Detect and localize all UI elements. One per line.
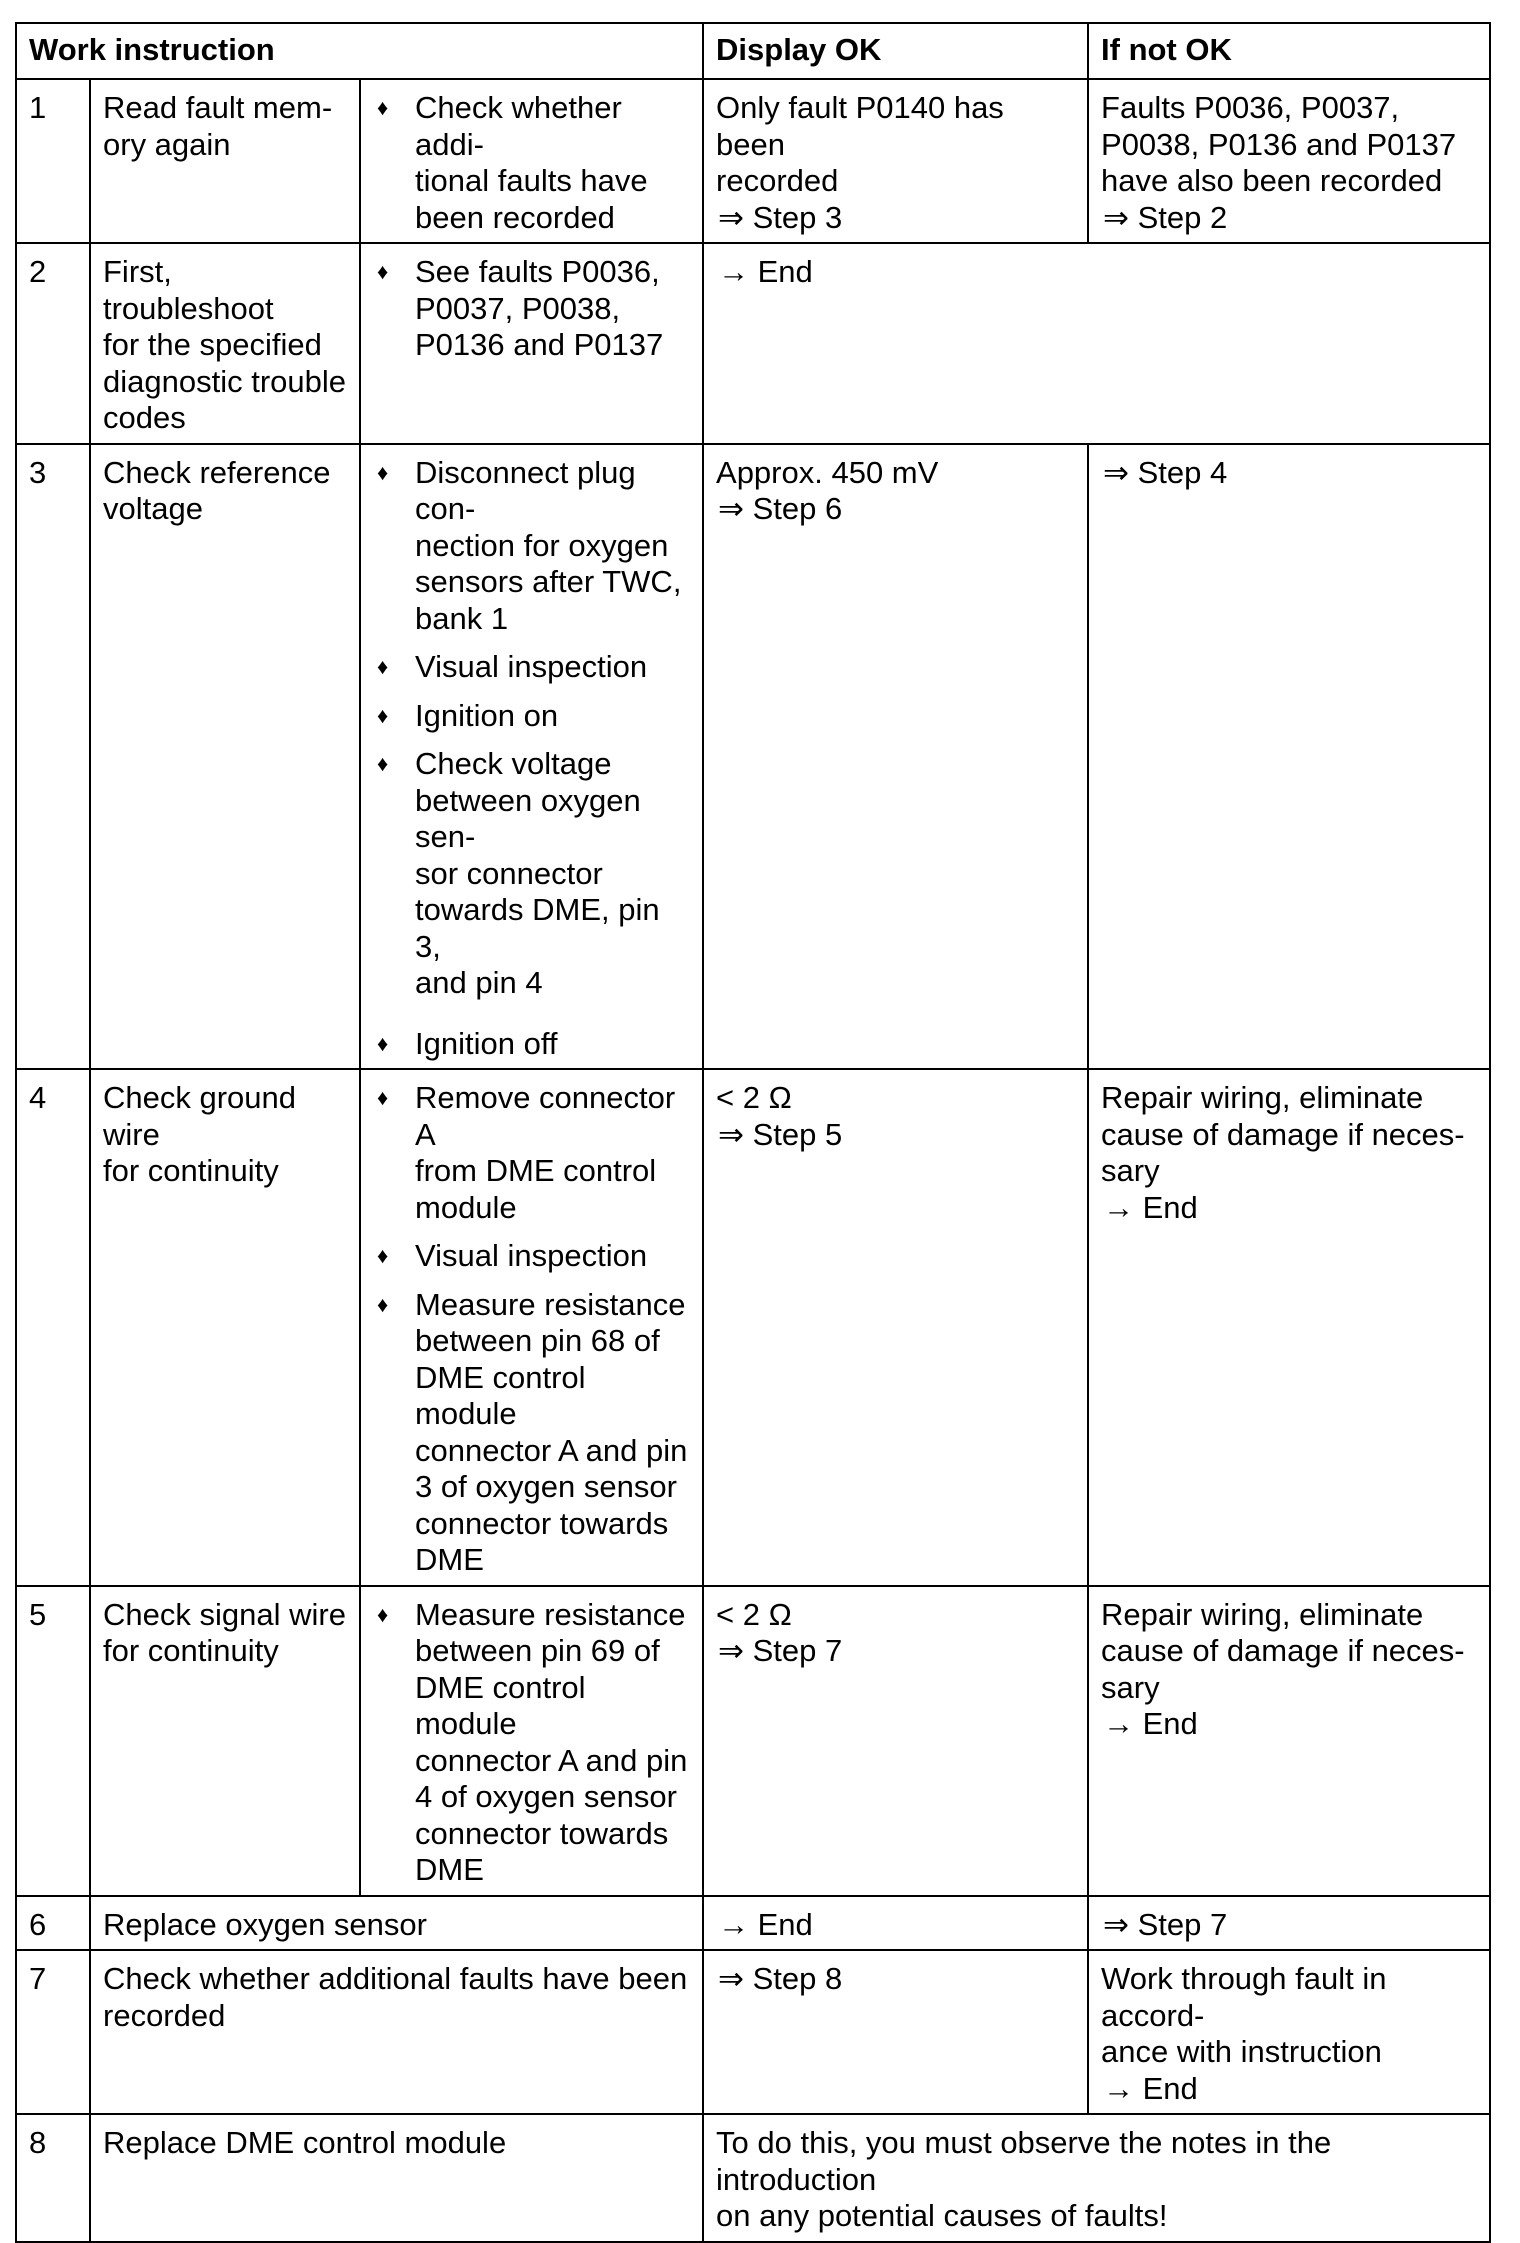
text-line: < 2 Ω	[716, 1596, 792, 1632]
header-display-ok: Display OK	[703, 23, 1088, 79]
text-line: and pin 4	[415, 965, 543, 1000]
text-line: cause of damage if neces-	[1101, 1633, 1465, 1668]
table-row	[16, 1896, 1490, 1951]
text-line: sensors after TWC,	[415, 564, 682, 599]
list-item	[373, 698, 694, 735]
text-line: recorded	[716, 163, 839, 198]
bullet-text	[415, 1026, 694, 1063]
text-line: See faults P0036,	[415, 254, 660, 289]
step-instruction	[90, 1950, 703, 2114]
bullet-text	[415, 1287, 694, 1579]
table-row	[16, 2114, 1490, 2242]
step-number: 1	[16, 79, 90, 243]
table-row	[16, 79, 1490, 243]
text-line: ⇒ Step 2	[1103, 199, 1228, 235]
text-line: Replace oxygen sensor	[103, 1906, 427, 1942]
text-line: P0136 and P0137	[415, 327, 664, 362]
text-line: on any potential causes of faults!	[716, 2198, 1168, 2233]
bullet-text	[415, 254, 694, 364]
list-item	[373, 1287, 694, 1579]
text-line: Check whether additional faults have been	[103, 1961, 688, 1996]
text-line: codes	[103, 400, 186, 435]
display-ok-cell	[703, 1950, 1088, 2114]
text-line: → End	[718, 1906, 813, 1942]
text-line: connector towards	[415, 1815, 669, 1851]
bullet-icon: ♦	[377, 1601, 389, 1627]
text-line: < 2 Ω	[716, 1080, 792, 1115]
text-line: → End	[1103, 2070, 1198, 2106]
text-line: sary	[1101, 1669, 1160, 1705]
bullet-text	[415, 746, 694, 1002]
text-line: Disconnect plug con-	[415, 454, 636, 526]
text-line: ⇒ Step 6	[718, 491, 843, 526]
text-line: Approx. 450 mV	[716, 454, 939, 490]
text-line: bank 1	[415, 600, 509, 636]
table-row	[16, 1586, 1490, 1896]
text-line: sor connector	[415, 855, 603, 891]
list-item	[373, 1026, 694, 1063]
step-instruction	[90, 243, 360, 444]
text-line: diagnostic trouble	[103, 363, 346, 399]
header-work-instruction: Work instruction	[16, 23, 703, 79]
bullet-icon: ♦	[377, 1243, 389, 1268]
step-details	[360, 444, 703, 1070]
step-number: 7	[16, 1950, 90, 2114]
text-line: Check voltage	[415, 746, 612, 781]
bullet-text	[415, 649, 694, 686]
text-line: have also been recorded	[1101, 163, 1443, 198]
text-line: DME	[415, 1542, 484, 1577]
text-line: ⇒ Step 7	[718, 1633, 843, 1668]
step-number: 2	[16, 243, 90, 444]
bullet-text	[415, 1080, 694, 1226]
bullet-icon: ♦	[377, 1085, 389, 1110]
text-line: ⇒ Step 4	[1103, 454, 1228, 490]
text-line: nection for oxygen	[415, 527, 669, 563]
text-line: ⇒ Step 8	[718, 1961, 843, 1996]
text-line: tional faults have	[415, 163, 648, 198]
text-line: for the specified	[103, 327, 322, 362]
step-details	[360, 243, 703, 444]
text-line: Measure resistance	[415, 1596, 686, 1632]
text-line: between oxygen sen-	[415, 782, 641, 854]
text-line: 4 of oxygen sensor	[415, 1779, 677, 1814]
display-ok-cell	[703, 243, 1490, 444]
bullet-icon: ♦	[377, 1030, 389, 1056]
display-ok-cell	[703, 1586, 1088, 1896]
text-line: for continuity	[103, 1633, 279, 1668]
text-line: connector A and pin	[415, 1742, 688, 1778]
step-details	[360, 79, 703, 243]
display-ok-cell	[703, 2114, 1490, 2242]
if-not-ok-cell	[1088, 444, 1490, 1070]
text-line: Ignition off	[415, 1025, 558, 1061]
text-line: ⇒ Step 3	[718, 199, 843, 235]
display-ok-cell	[703, 444, 1088, 1070]
text-line: 3 of oxygen sensor	[415, 1469, 677, 1504]
text-line: P0038, P0136 and P0137	[1101, 126, 1457, 162]
bullet-text	[415, 455, 694, 638]
bullet-text	[415, 90, 694, 236]
text-line: ory again	[103, 126, 231, 162]
text-line: Measure resistance	[415, 1286, 686, 1322]
text-line: ance with instruction	[1101, 2034, 1382, 2069]
if-not-ok-cell	[1088, 79, 1490, 243]
text-line: Ignition on	[415, 697, 559, 733]
text-line: ⇒ Step 5	[718, 1116, 843, 1152]
text-line: sary	[1101, 1153, 1160, 1188]
text-line: towards DME, pin 3,	[415, 892, 660, 964]
step-details	[360, 1586, 703, 1896]
text-line: First, troubleshoot	[103, 254, 274, 326]
if-not-ok-cell	[1088, 1950, 1490, 2114]
list-item	[373, 1597, 694, 1889]
list-item	[373, 254, 694, 364]
text-line: Visual inspection	[415, 649, 648, 684]
text-line: Remove connector A	[415, 1080, 676, 1152]
text-line: Faults P0036, P0037,	[1101, 90, 1400, 125]
bullet-icon: ♦	[377, 702, 389, 728]
text-line: for continuity	[103, 1153, 279, 1188]
header-if-not-ok: If not OK	[1088, 23, 1490, 79]
text-line: Only fault P0140 has been	[716, 90, 1004, 162]
header-row	[16, 23, 1490, 79]
display-ok-cell	[703, 79, 1088, 243]
bullet-text	[415, 1238, 694, 1275]
step-number: 4	[16, 1069, 90, 1586]
text-line: → End	[1103, 1189, 1198, 1225]
list-item	[373, 1238, 694, 1275]
text-line: → End	[718, 254, 813, 289]
text-line: module	[415, 1189, 517, 1225]
bullet-icon: ♦	[377, 751, 389, 776]
text-line: Check reference	[103, 454, 331, 490]
text-line: connector A and pin	[415, 1432, 688, 1468]
bullet-icon: ♦	[377, 1291, 389, 1317]
text-line: Check ground wire	[103, 1080, 297, 1152]
text-line: Work through fault in accord-	[1101, 1961, 1387, 2033]
table-row	[16, 444, 1490, 1070]
step-instruction	[90, 1586, 360, 1896]
step-number: 5	[16, 1586, 90, 1896]
list-item	[373, 746, 694, 1002]
work-instruction-table	[15, 22, 1491, 2243]
bullet-icon: ♦	[377, 654, 389, 679]
text-line: been recorded	[415, 199, 615, 235]
bullet-icon: ♦	[377, 259, 389, 284]
text-line: Read fault mem-	[103, 90, 333, 125]
text-line: Visual inspection	[415, 1238, 648, 1273]
text-line: Check signal wire	[103, 1596, 346, 1632]
bullet-icon: ♦	[377, 95, 389, 120]
bullet-text	[415, 698, 694, 735]
step-details	[360, 1069, 703, 1586]
step-instruction	[90, 1069, 360, 1586]
step-number: 8	[16, 2114, 90, 2242]
table-row	[16, 1950, 1490, 2114]
text-line: voltage	[103, 491, 203, 526]
text-line: DME	[415, 1852, 484, 1887]
step-instruction	[90, 444, 360, 1070]
text-line: Repair wiring, eliminate	[1101, 1080, 1424, 1115]
step-instruction	[90, 79, 360, 243]
display-ok-cell	[703, 1896, 1088, 1951]
text-line: connector towards	[415, 1505, 669, 1541]
list-item	[373, 1080, 694, 1226]
text-line: Check whether addi-	[415, 90, 622, 162]
bullet-text	[415, 1597, 694, 1889]
list-item	[373, 90, 694, 236]
step-number: 6	[16, 1896, 90, 1951]
text-line: cause of damage if neces-	[1101, 1116, 1465, 1152]
text-line: To do this, you must observe the notes in the introduction	[716, 2125, 1332, 2197]
text-line: ⇒ Step 7	[1103, 1906, 1228, 1942]
text-line: between pin 69 of	[415, 1633, 660, 1668]
text-line: between pin 68 of	[415, 1323, 660, 1358]
list-item	[373, 455, 694, 638]
bullet-icon: ♦	[377, 459, 389, 485]
display-ok-cell	[703, 1069, 1088, 1586]
text-line: recorded	[103, 1997, 226, 2033]
table-row	[16, 1069, 1490, 1586]
text-line: DME control module	[415, 1669, 586, 1741]
list-item	[373, 649, 694, 686]
if-not-ok-cell	[1088, 1896, 1490, 1951]
step-number: 3	[16, 444, 90, 1070]
step-instruction	[90, 1896, 703, 1951]
text-line: from DME control	[415, 1153, 657, 1188]
text-line: Replace DME control module	[103, 2125, 507, 2160]
step-instruction	[90, 2114, 703, 2242]
table-row	[16, 243, 1490, 444]
text-line: DME control module	[415, 1359, 586, 1431]
if-not-ok-cell	[1088, 1069, 1490, 1586]
text-line: Repair wiring, eliminate	[1101, 1596, 1424, 1632]
text-line: → End	[1103, 1706, 1198, 1741]
if-not-ok-cell	[1088, 1586, 1490, 1896]
text-line: P0037, P0038,	[415, 290, 621, 326]
